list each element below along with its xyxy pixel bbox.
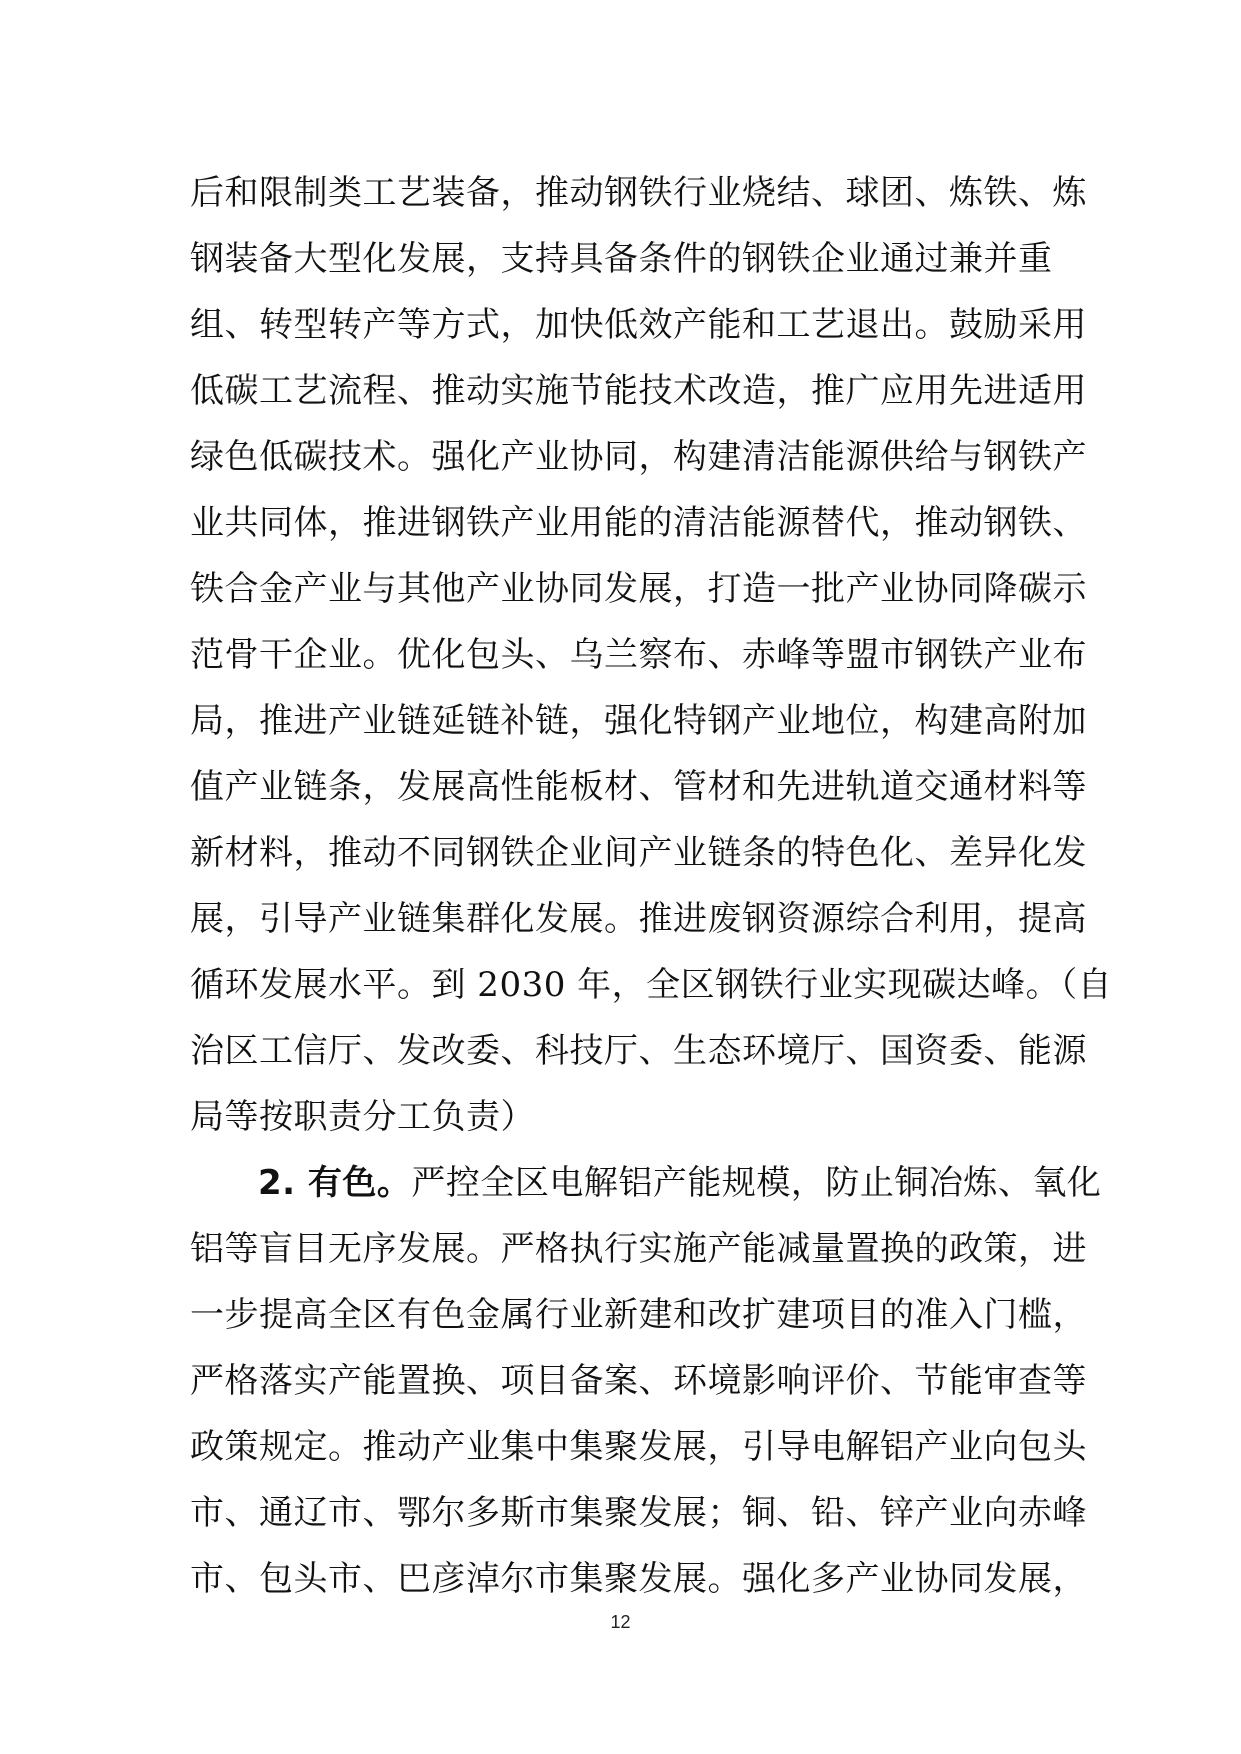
text-line: 市、通辽市、鄂尔多斯市集聚发展；铜、铅、锌产业向赤峰 (190, 1493, 1087, 1533)
text-line: 新材料，推动不同钢铁企业间产业链条的特色化、差异化发 (190, 833, 1087, 873)
text-line: 展，引导产业链集群化发展。推进废钢资源综合利用，提高 (190, 899, 1087, 939)
text-line: 治区工信厅、发改委、科技厅、生态环境厅、国资委、能源 (190, 1031, 1087, 1071)
text-line: 铁合金产业与其他产业协同发展，打造一批产业协同降碳示 (190, 569, 1087, 609)
section-heading-line (190, 1150, 1102, 1216)
page-number: 12 (610, 1612, 631, 1632)
text-line: 铝等盲目无序发展。严格执行实施产能减量置换的政策，进 (190, 1229, 1087, 1269)
text-line: 低碳工艺流程、推动实施节能技术改造，推广应用先进适用 (190, 371, 1087, 411)
text-line: 一步提高全区有色金属行业新建和改扩建项目的准入门槛， (190, 1295, 1087, 1335)
body-text (190, 160, 1113, 1612)
text-line: 局等按职责分工负责） (190, 1097, 535, 1137)
text-line: 组、转型转产等方式，加快低效产能和工艺退出。鼓励采用 (190, 305, 1087, 345)
text-line: 钢装备大型化发展，支持具备条件的钢铁企业通过兼并重 (190, 239, 1053, 279)
section-heading: 2. 有色。 (258, 1163, 412, 1203)
text-line: 后和限制类工艺装备，推动钢铁行业烧结、球团、炼铁、炼 (190, 173, 1087, 213)
text-line: 值产业链条，发展高性能板材、管材和先进轨道交通材料等 (190, 767, 1087, 807)
text-line: 严格落实产能置换、项目备案、环境影响评价、节能审查等 (190, 1361, 1087, 1401)
text-line: 业共同体，推进钢铁产业用能的清洁能源替代，推动钢铁、 (190, 503, 1087, 543)
text-line: 局，推进产业链延链补链，强化特钢产业地位，构建高附加 (190, 701, 1087, 741)
text-line: 范骨干企业。优化包头、乌兰察布、赤峰等盟市钢铁产业布 (190, 635, 1087, 675)
text-line: 政策规定。推动产业集中集聚发展，引导电解铝产业向包头 (190, 1427, 1087, 1467)
text-line: 绿色低碳技术。强化产业协同，构建清洁能源供给与钢铁产 (190, 437, 1087, 477)
text-line: 市、包头市、巴彦淖尔市集聚发展。强化多产业协同发展， (190, 1559, 1087, 1599)
section-heading-rest: 严控全区电解铝产能规模，防止铜冶炼、氧化 (411, 1163, 1102, 1203)
text-line: 循环发展水平。到 2030 年，全区钢铁行业实现碳达峰。（自 (190, 965, 1113, 1005)
